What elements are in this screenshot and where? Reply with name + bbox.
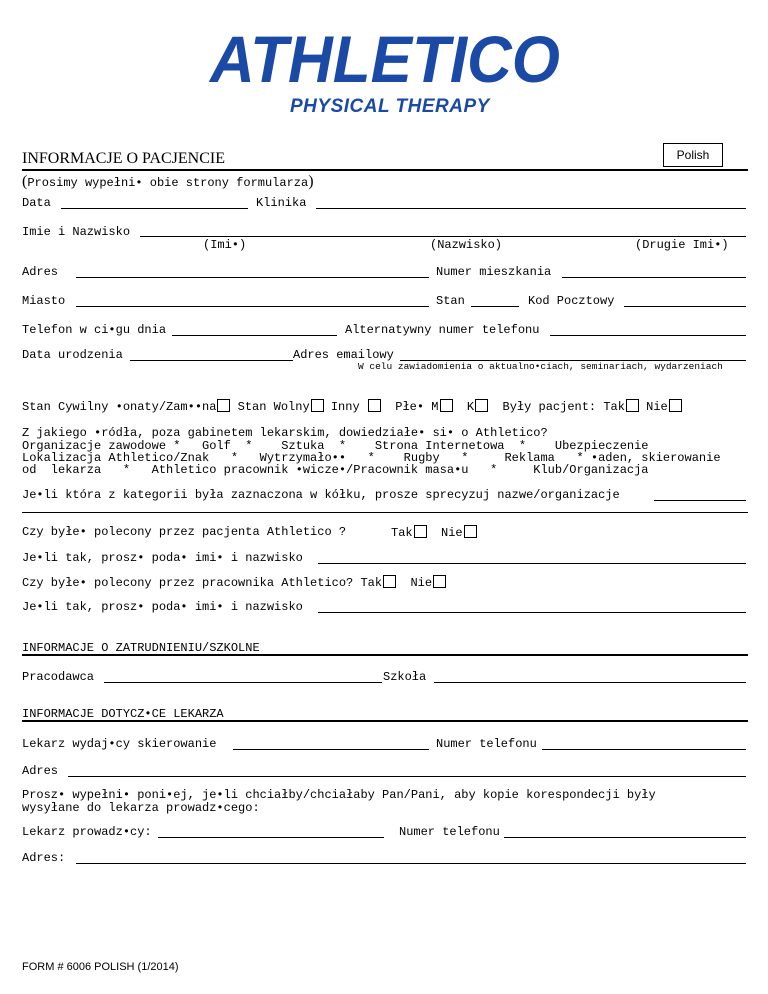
male-checkbox[interactable] [440, 399, 453, 412]
zip-label: Kod Pocztowy [528, 294, 615, 308]
referral-options-line-3: od lekarza * Athletico pracownik •wicze•/Pracownik masa•u * Klub/Organizacja [22, 463, 649, 477]
day-phone-field[interactable] [172, 335, 337, 336]
employee-referred-yes-checkbox[interactable] [383, 575, 396, 588]
former-patient-label: Były pacjent: Tak [502, 400, 625, 414]
former-patient-no-checkbox[interactable] [669, 399, 682, 412]
section-divider [22, 720, 748, 722]
primary-physician-label: Lekarz prowadz•cy: [22, 825, 152, 839]
primary-phone-label: Numer telefonu [399, 825, 500, 839]
other-checkbox[interactable] [368, 399, 381, 412]
employee-referred-no-checkbox[interactable] [433, 575, 446, 588]
patient-referred-options [391, 525, 477, 540]
single-checkbox[interactable] [311, 399, 324, 412]
former-patient-yes-checkbox[interactable] [626, 399, 639, 412]
section-divider [22, 169, 748, 171]
day-phone-label: Telefon w ci•gu dnia [22, 323, 167, 337]
fill-both-sides-note: (Prosimy wypełni• obie strony formularza) [22, 173, 314, 190]
referring-physician-label: Lekarz wydaj•cy skierowanie [22, 737, 217, 751]
patient-referred-yes-label: Tak [391, 526, 413, 540]
patient-referred-label: Czy byłe• polecony przez pacjenta Athletico ? [22, 525, 347, 539]
employer-field[interactable] [104, 682, 382, 683]
employee-referred-label: Czy byłe• polecony przez pracownika Athletico? Tak [22, 576, 383, 590]
referring-physician-field[interactable] [233, 749, 429, 750]
address-label: Adres [22, 265, 59, 279]
city-label: Miasto [22, 294, 66, 308]
birth-date-field[interactable] [130, 360, 293, 361]
logo-subtitle: PHYSICAL THERAPY [290, 96, 490, 117]
clinic-label: Klinika [256, 196, 307, 210]
logo-text: ATHLETICO [208, 22, 560, 92]
primary-address-label: Adres: [22, 851, 66, 865]
married-label: Stan Cywilny •onaty/Zam••na [22, 400, 217, 414]
sex-female-label: K [466, 400, 475, 414]
referral-options-line-2: Lokalizacja Athletico/Znak * Wytrzymało•• * Rugby * Reklama * •aden, skierowanie [22, 451, 721, 465]
employer-label: Pracodawca [22, 670, 95, 684]
apartment-field[interactable] [562, 277, 746, 278]
form-number: FORM # 6006 POLISH (1/2014) [22, 961, 179, 973]
physician-phone-field[interactable] [542, 749, 746, 750]
patient-referrer-name-label: Je•li tak, prosz• poda• imi• i nazwisko [22, 551, 303, 565]
marital-status-row [22, 399, 682, 414]
referral-question: Z jakiego •ródła, poza gabinetem lekarskim, dowiedziałe• si• o Athletico? [22, 426, 548, 440]
date-field[interactable] [61, 208, 248, 209]
birth-date-label: Data urodzenia [22, 348, 123, 362]
employee-referred-row [22, 575, 446, 590]
address-field[interactable] [76, 277, 429, 278]
language-badge: Polish [663, 143, 723, 167]
physician-address-label: Adres [22, 764, 59, 778]
patient-section-title: INFORMACJE O PACJENCIE [22, 150, 225, 167]
former-patient-no-label: Nie [646, 400, 668, 414]
referral-options-line-1: Organizacje zawodowe * Golf * Sztuka * Strona Internetowa * Ubezpieczenie [22, 439, 649, 453]
employee-referred-no-label: Nie [410, 576, 433, 590]
primary-phone-field[interactable] [504, 837, 746, 838]
school-field[interactable] [434, 682, 746, 683]
last-name-hint: (Nazwisko) [430, 238, 503, 252]
single-label: Stan Wolny [237, 400, 310, 414]
other-label: Inny [330, 400, 360, 414]
section-divider [22, 654, 748, 656]
first-name-hint: (Imi•) [203, 238, 247, 252]
state-label: Stan [436, 294, 465, 308]
primary-physician-field[interactable] [158, 837, 384, 838]
school-label: Szkoła [383, 670, 427, 684]
middle-name-hint: (Drugie Imi•) [635, 238, 729, 252]
patient-referred-yes-checkbox[interactable] [414, 525, 427, 538]
married-checkbox[interactable] [217, 399, 230, 412]
clinic-field[interactable] [316, 208, 746, 209]
physician-section-title: INFORMACJE DOTYCZ•CE LEKARZA [22, 707, 224, 721]
employee-referrer-name-field[interactable] [318, 612, 746, 613]
name-label: Imie i Nazwisko [22, 225, 131, 239]
patient-referred-no-checkbox[interactable] [464, 525, 477, 538]
state-field[interactable] [471, 306, 519, 307]
apartment-label: Numer mieszkania [436, 265, 552, 279]
copy-note-line-2: wysyłane do lekarza prowadz•cego: [22, 801, 260, 815]
employee-referrer-name-label: Je•li tak, prosz• poda• imi• i nazwisko [22, 600, 303, 614]
copy-note-line-1: Prosz• wypełni• poni•ej, je•li chciałby/chciałaby Pan/Pani, aby kopie korespondecji były [22, 788, 656, 802]
date-label: Data [22, 196, 51, 210]
zip-field[interactable] [624, 306, 746, 307]
specify-field-continued[interactable] [22, 512, 748, 513]
alt-phone-field[interactable] [550, 335, 746, 336]
physician-phone-label: Numer telefonu [436, 737, 537, 751]
athletico-logo [208, 22, 562, 92]
alt-phone-label: Alternatywny numer telefonu [345, 323, 540, 337]
name-field[interactable] [140, 236, 746, 237]
sex-male-label: Płe• M [395, 400, 439, 414]
email-label: Adres emailowy [293, 348, 394, 362]
city-field[interactable] [76, 306, 429, 307]
email-note: W celu zawiadomienia o aktualno•ciach, seminariach, wydarzeniach [358, 361, 723, 372]
primary-address-field[interactable] [76, 863, 746, 864]
employment-section-title: INFORMACJE O ZATRUDNIENIU/SZKOLNE [22, 641, 260, 655]
patient-referrer-name-field[interactable] [318, 563, 746, 564]
specify-label: Je•li która z kategorii była zaznaczona w kółku, prosze sprecyzuj nazwe/organizacje [22, 488, 620, 502]
patient-referred-no-label: Nie [441, 526, 463, 540]
female-checkbox[interactable] [475, 399, 488, 412]
specify-field[interactable] [654, 500, 746, 501]
physician-address-field[interactable] [68, 776, 746, 777]
